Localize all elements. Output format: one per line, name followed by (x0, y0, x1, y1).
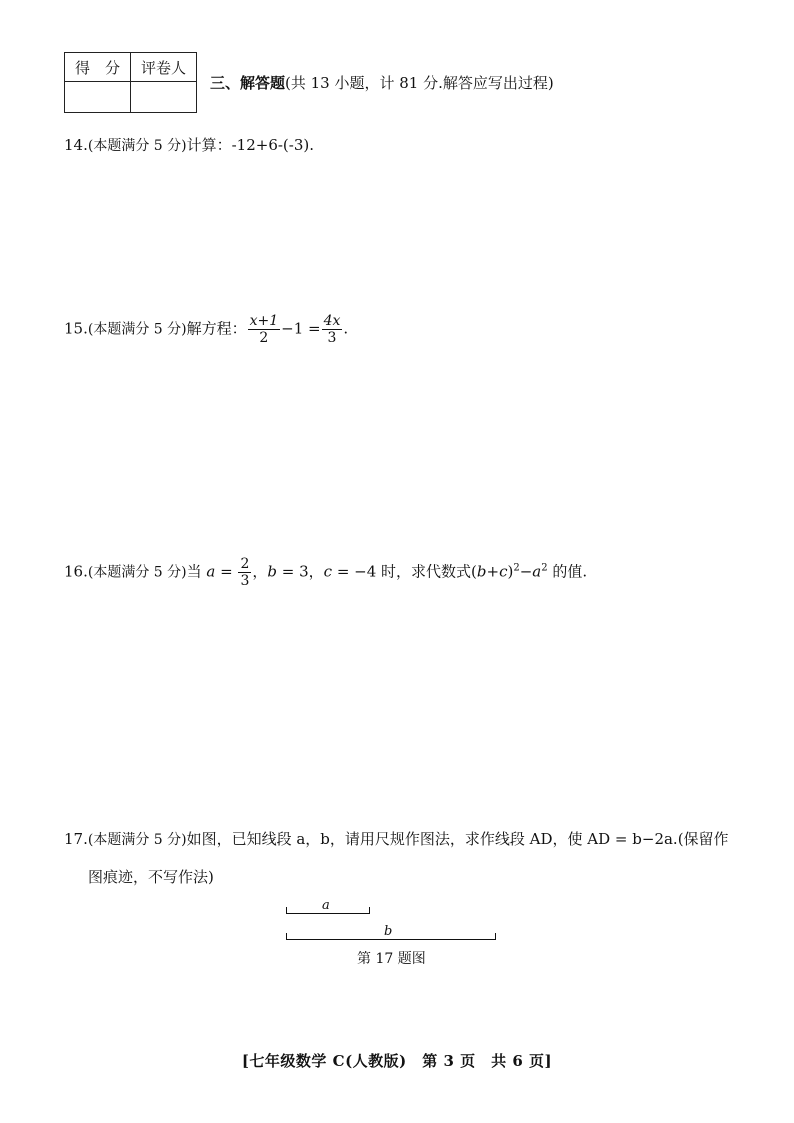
q16-b-var: b (267, 562, 277, 581)
q16-a-var: a (206, 562, 216, 581)
q14-text: 计算：-12+6-(-3). (186, 136, 315, 154)
segment-b-label: b (384, 924, 393, 939)
q16-number: 16. (64, 562, 88, 581)
segment-a-label: a (322, 898, 330, 913)
q14-tag: (本题满分 5 分) (87, 138, 187, 154)
q15-number: 15. (64, 319, 88, 338)
q15-suffix: . (343, 319, 349, 338)
q16-frac-numerator: 2 (240, 556, 250, 572)
q16-b-val: = 3， (276, 562, 324, 581)
q16-prefix: 当 (186, 562, 207, 581)
q15-frac2-numerator: 4x (323, 313, 341, 329)
score-cell[interactable] (65, 82, 131, 113)
q16-fraction (238, 556, 251, 589)
q16-c-val: = −4 时，求代数式( (332, 562, 477, 581)
q15-middle: −1 = (281, 319, 321, 338)
q16-c-var: c (323, 562, 333, 581)
q15-fraction-right (322, 313, 343, 346)
question-16 (64, 556, 587, 589)
q14-number: 14. (64, 136, 88, 154)
figure-caption: 第 17 题图 (357, 951, 426, 967)
section-heading (210, 72, 554, 93)
q16-rest1: ， (252, 562, 268, 581)
q15-frac1-numerator: x+1 (249, 313, 279, 329)
section-title: 三、解答题 (210, 74, 286, 92)
score-table (64, 52, 197, 113)
segment-b (286, 931, 496, 940)
grader-cell[interactable] (131, 82, 197, 113)
score-label: 得 分 (65, 53, 131, 82)
q16-expr-a: a (532, 562, 542, 581)
question-17 (64, 830, 729, 850)
q16-minus: − (519, 562, 533, 581)
q16-expr-b: b (476, 562, 487, 581)
q17-number: 17. (64, 830, 88, 848)
q17-line2: 图痕迹，不写作法) (88, 868, 214, 886)
q16-plus: + (486, 562, 500, 581)
q15-prefix: 解方程： (186, 319, 247, 338)
q16-expr-c: c (499, 562, 508, 581)
q17-line1: 如图，已知线段 a，b，请用尺规作图法，求作线段 AD，使 AD = b−2a.(保留作 (186, 830, 729, 848)
q16-close: ) (507, 562, 514, 581)
page-footer: [七年级数学 C(人教版) 第 3 页 共 6 页] (241, 1052, 553, 1070)
q15-frac1-denominator: 2 (259, 330, 269, 347)
q16-frac-denominator: 3 (240, 573, 250, 590)
q16-sup2: 2 (541, 562, 548, 574)
segment-a (286, 905, 370, 914)
q15-tag: (本题满分 5 分) (87, 321, 187, 338)
q16-suffix: 的值. (547, 562, 588, 581)
question-14 (64, 136, 314, 156)
q17-tag: (本题满分 5 分) (87, 832, 187, 848)
q15-fraction-left (248, 313, 281, 346)
q15-frac2-denominator: 3 (327, 330, 337, 347)
q16-eq: = (215, 562, 238, 581)
section-note: (共 13 小题，计 81 分.解答应写出过程) (285, 74, 554, 92)
grader-label: 评卷人 (131, 53, 197, 82)
q16-sup1: 2 (513, 562, 520, 574)
question-15 (64, 313, 348, 346)
q16-tag: (本题满分 5 分) (87, 564, 187, 581)
